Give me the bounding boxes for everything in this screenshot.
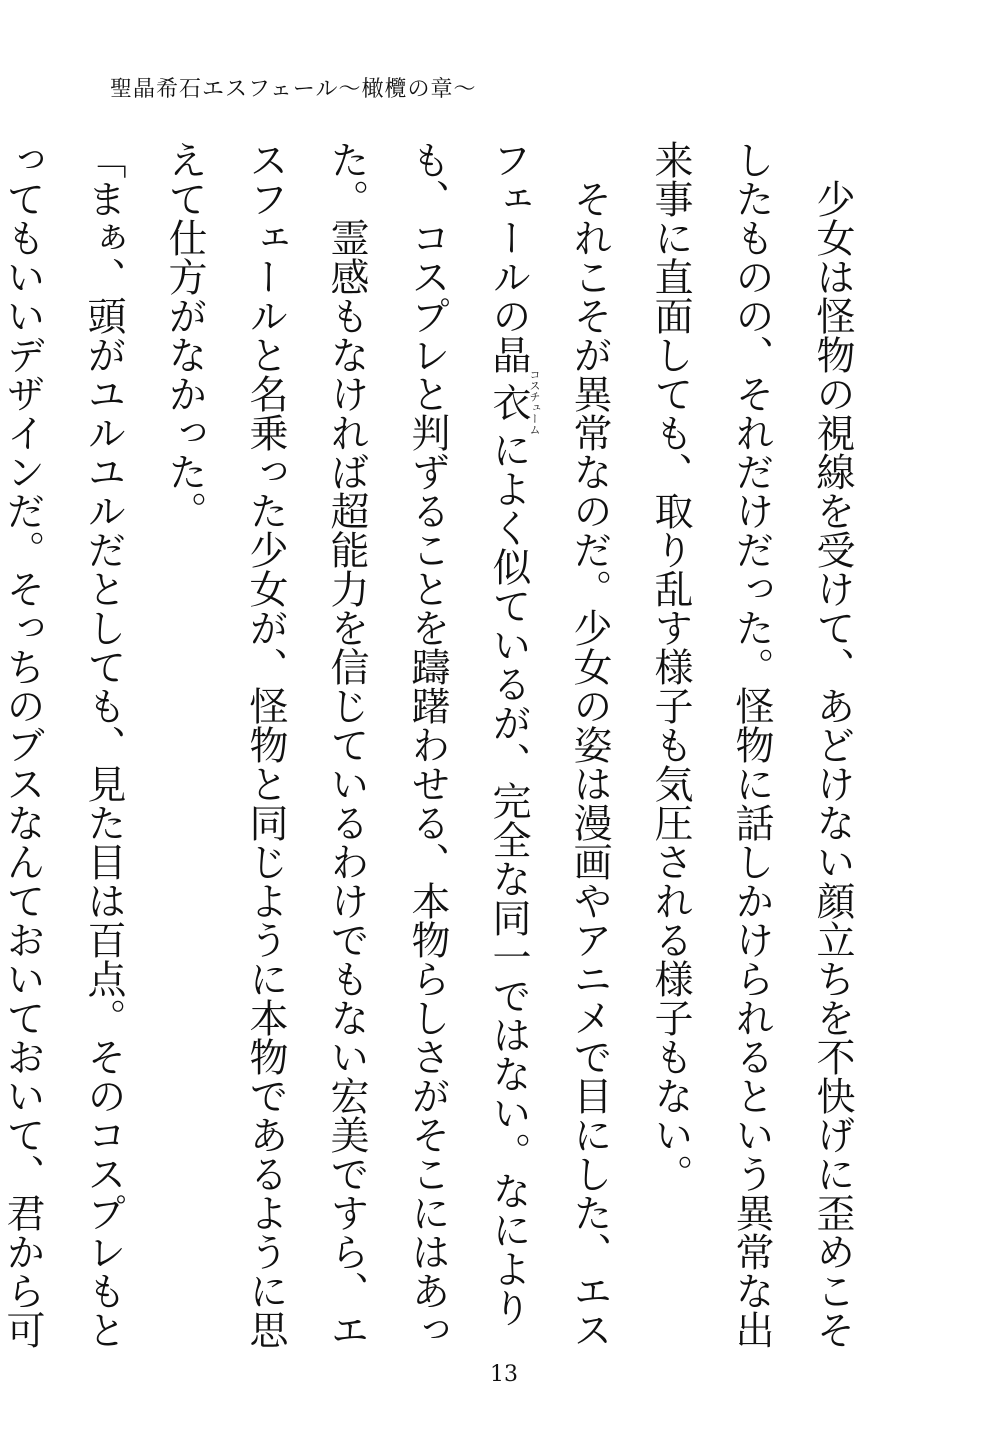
paragraph-3-dialogue: 「まぁ、頭がユルユルだとしても、見た目は百点。そのコスプレもとってもいいデザインだ。そっちのブスなんておいておいて、君から可: [0, 140, 126, 1349]
ruby-costume: [486, 369, 541, 435]
novel-body-text: [0, 140, 873, 1355]
page-number: 13: [490, 1362, 518, 1387]
paragraph-2-rest: によく似ているが、完全な同一ではない。なによりも、コスプレと判ずることを躊躇わせる、本物らしさがそこにはあった。霊感もなければ超能力を信じているわけでもない宏美ですら、エスフェールと名乗った少女が、怪物と同じように本物であるように思えて仕方がなかった。: [162, 140, 531, 1349]
paragraph-1: 少女は怪物の視線を受けて、あどけない顔立ちを不快げに歪めこそしたものの、それだけだった。怪物に話しかけられるという異常な出来事に直面しても、取り乱す様子も気圧される様子もない。: [648, 140, 855, 1349]
running-header: 聖晶希石エスフェール～橄欖の章～: [110, 77, 477, 102]
ruby-reading: コスチューム: [528, 369, 541, 435]
ruby-base: 衣: [486, 369, 531, 435]
paragraph-2: [144, 140, 630, 1355]
paragraph-2-lead: それこそが異常なのだ。少女の姿は漫画やアニメで目にした、エスフェールの晶: [486, 140, 612, 1349]
